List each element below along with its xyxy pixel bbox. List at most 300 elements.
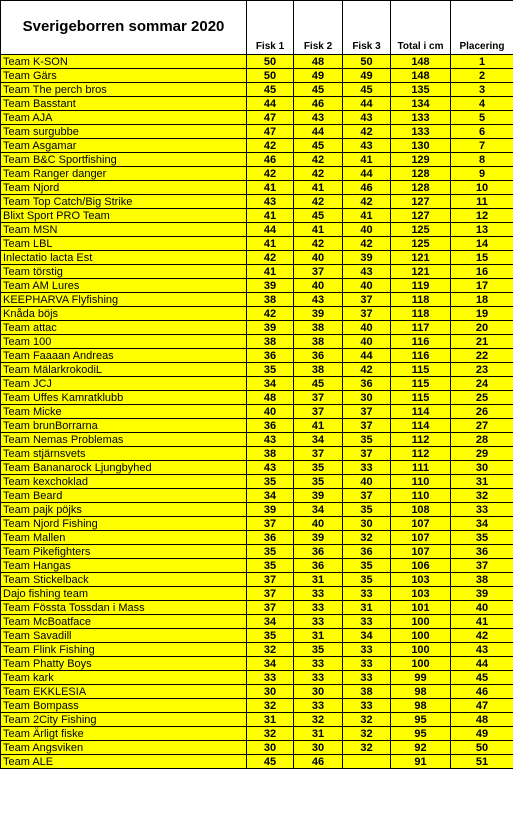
total-cell: 92 — [391, 741, 451, 755]
fisk-3-cell: 44 — [343, 167, 391, 181]
table-row — [1, 489, 513, 503]
fisk-1-cell: 32 — [247, 727, 294, 741]
table-row — [1, 503, 513, 517]
table-row — [1, 83, 513, 97]
table-row — [1, 125, 513, 139]
team-name-cell: Team Flink Fishing — [1, 643, 247, 657]
placering-cell: 19 — [451, 307, 513, 321]
fisk-3-cell: 40 — [343, 475, 391, 489]
team-name-cell: Team pajk pöjks — [1, 503, 247, 517]
fisk-3-cell: 30 — [343, 391, 391, 405]
fisk-3-cell: 35 — [343, 573, 391, 587]
placering-cell: 11 — [451, 195, 513, 209]
fisk-3-cell: 37 — [343, 489, 391, 503]
total-cell: 118 — [391, 307, 451, 321]
fisk-2-cell: 38 — [294, 363, 343, 377]
fisk-2-cell: 35 — [294, 643, 343, 657]
total-cell: 111 — [391, 461, 451, 475]
total-cell: 119 — [391, 279, 451, 293]
fisk-2-cell: 40 — [294, 279, 343, 293]
fisk-1-cell: 41 — [247, 265, 294, 279]
fisk-3-cell: 40 — [343, 335, 391, 349]
fisk-1-cell: 35 — [247, 545, 294, 559]
fisk-1-cell: 33 — [247, 671, 294, 685]
placering-cell: 7 — [451, 139, 513, 153]
team-name-cell: Team Faaaan Andreas — [1, 349, 247, 363]
placering-cell: 38 — [451, 573, 513, 587]
fisk-3-cell: 40 — [343, 223, 391, 237]
table-row — [1, 335, 513, 349]
team-name-cell: Team kark — [1, 671, 247, 685]
fisk-1-cell: 37 — [247, 601, 294, 615]
fisk-1-cell: 35 — [247, 629, 294, 643]
total-cell: 116 — [391, 349, 451, 363]
total-cell: 133 — [391, 111, 451, 125]
team-name-cell: Team MSN — [1, 223, 247, 237]
team-name-cell: Knåda böjs — [1, 307, 247, 321]
fisk-2-cell: 40 — [294, 251, 343, 265]
fisk-1-cell: 32 — [247, 699, 294, 713]
placering-cell: 13 — [451, 223, 513, 237]
fisk-1-cell: 35 — [247, 363, 294, 377]
fisk-3-cell: 36 — [343, 377, 391, 391]
team-name-cell: Team Top Catch/Big Strike — [1, 195, 247, 209]
total-cell: 114 — [391, 405, 451, 419]
fisk-1-cell: 43 — [247, 461, 294, 475]
table-row — [1, 195, 513, 209]
team-name-cell: Team Pikefighters — [1, 545, 247, 559]
fisk-1-cell: 47 — [247, 111, 294, 125]
total-cell: 133 — [391, 125, 451, 139]
fisk-1-cell: 45 — [247, 83, 294, 97]
fisk-3-cell: 45 — [343, 83, 391, 97]
total-cell: 148 — [391, 55, 451, 69]
table-row — [1, 279, 513, 293]
total-cell: 91 — [391, 755, 451, 769]
fisk-2-cell: 38 — [294, 321, 343, 335]
fisk-1-cell: 38 — [247, 293, 294, 307]
table-row — [1, 349, 513, 363]
fisk-1-cell: 35 — [247, 559, 294, 573]
team-name-cell: Team Njord Fishing — [1, 517, 247, 531]
fisk-2-cell: 33 — [294, 587, 343, 601]
fisk-1-cell: 47 — [247, 125, 294, 139]
total-cell: 135 — [391, 83, 451, 97]
placering-cell: 9 — [451, 167, 513, 181]
placering-cell: 22 — [451, 349, 513, 363]
team-name-cell: Team B&C Sportfishing — [1, 153, 247, 167]
team-name-cell: Team Stickelback — [1, 573, 247, 587]
placering-cell: 15 — [451, 251, 513, 265]
total-cell: 110 — [391, 489, 451, 503]
placering-cell: 35 — [451, 531, 513, 545]
placering-cell: 20 — [451, 321, 513, 335]
table-row — [1, 671, 513, 685]
table-row — [1, 209, 513, 223]
total-cell: 114 — [391, 419, 451, 433]
table-row — [1, 97, 513, 111]
table-row — [1, 181, 513, 195]
team-name-cell: Team Basstant — [1, 97, 247, 111]
table-row — [1, 699, 513, 713]
placering-cell: 46 — [451, 685, 513, 699]
fisk-2-cell: 37 — [294, 391, 343, 405]
team-name-cell: Team Micke — [1, 405, 247, 419]
table-row — [1, 391, 513, 405]
fisk-2-cell: 48 — [294, 55, 343, 69]
fisk-2-cell: 37 — [294, 405, 343, 419]
team-name-cell: Team Fössta Tossdan i Mass — [1, 601, 247, 615]
fisk-3-cell: 32 — [343, 727, 391, 741]
fisk-2-cell: 33 — [294, 657, 343, 671]
team-name-cell: Team Gärs — [1, 69, 247, 83]
table-row — [1, 419, 513, 433]
total-cell: 129 — [391, 153, 451, 167]
table-row — [1, 433, 513, 447]
fisk-2-cell: 46 — [294, 755, 343, 769]
team-name-cell: Team Savadill — [1, 629, 247, 643]
table-row — [1, 727, 513, 741]
team-name-cell: Blixt Sport PRO Team — [1, 209, 247, 223]
team-name-cell: Dajo fishing team — [1, 587, 247, 601]
placering-cell: 10 — [451, 181, 513, 195]
fisk-2-cell: 46 — [294, 97, 343, 111]
team-name-cell: KEEPHARVA Flyfishing — [1, 293, 247, 307]
fisk-1-cell: 40 — [247, 405, 294, 419]
fisk-1-cell: 34 — [247, 615, 294, 629]
fisk-3-cell: 43 — [343, 265, 391, 279]
placering-cell: 48 — [451, 713, 513, 727]
fisk-1-cell: 36 — [247, 419, 294, 433]
team-name-cell: Team JCJ — [1, 377, 247, 391]
fisk-2-cell: 45 — [294, 209, 343, 223]
team-name-cell: Team Hangas — [1, 559, 247, 573]
table-row — [1, 167, 513, 181]
fisk-2-cell: 35 — [294, 461, 343, 475]
total-cell: 125 — [391, 223, 451, 237]
fisk-3-cell: 40 — [343, 279, 391, 293]
fisk-2-cell: 45 — [294, 377, 343, 391]
placering-cell: 17 — [451, 279, 513, 293]
total-cell: 103 — [391, 587, 451, 601]
total-cell: 121 — [391, 251, 451, 265]
column-header-fisk-3: Fisk 3 — [343, 1, 391, 55]
placering-cell: 29 — [451, 447, 513, 461]
fisk-1-cell: 41 — [247, 237, 294, 251]
fisk-1-cell: 36 — [247, 531, 294, 545]
fisk-2-cell: 33 — [294, 699, 343, 713]
placering-cell: 23 — [451, 363, 513, 377]
total-cell: 95 — [391, 713, 451, 727]
fisk-1-cell: 45 — [247, 755, 294, 769]
fisk-3-cell: 31 — [343, 601, 391, 615]
fisk-1-cell: 36 — [247, 349, 294, 363]
total-cell: 101 — [391, 601, 451, 615]
total-cell: 103 — [391, 573, 451, 587]
fisk-1-cell: 37 — [247, 517, 294, 531]
table-row — [1, 307, 513, 321]
placering-cell: 4 — [451, 97, 513, 111]
table-row — [1, 139, 513, 153]
fisk-2-cell: 31 — [294, 573, 343, 587]
fisk-3-cell: 41 — [343, 153, 391, 167]
table-row — [1, 573, 513, 587]
placering-cell: 8 — [451, 153, 513, 167]
placering-cell: 45 — [451, 671, 513, 685]
fisk-2-cell: 37 — [294, 447, 343, 461]
column-header-fisk-1: Fisk 1 — [247, 1, 294, 55]
table-row — [1, 615, 513, 629]
fisk-3-cell: 34 — [343, 629, 391, 643]
total-cell: 117 — [391, 321, 451, 335]
fisk-1-cell: 37 — [247, 573, 294, 587]
fisk-3-cell: 33 — [343, 643, 391, 657]
fisk-2-cell: 45 — [294, 83, 343, 97]
team-name-cell: Team brunBorrarna — [1, 419, 247, 433]
fisk-1-cell: 48 — [247, 391, 294, 405]
fisk-3-cell: 40 — [343, 321, 391, 335]
placering-cell: 47 — [451, 699, 513, 713]
fisk-2-cell: 43 — [294, 111, 343, 125]
fisk-2-cell: 36 — [294, 559, 343, 573]
team-name-cell: Team Ranger danger — [1, 167, 247, 181]
table-row — [1, 545, 513, 559]
fisk-1-cell: 34 — [247, 377, 294, 391]
team-name-cell: Team K-SON — [1, 55, 247, 69]
team-name-cell: Team Uffes Kamratklubb — [1, 391, 247, 405]
fisk-1-cell: 50 — [247, 55, 294, 69]
fisk-1-cell: 42 — [247, 307, 294, 321]
total-cell: 148 — [391, 69, 451, 83]
fisk-3-cell: 42 — [343, 195, 391, 209]
fisk-3-cell: 32 — [343, 531, 391, 545]
table-row — [1, 461, 513, 475]
fisk-2-cell: 42 — [294, 153, 343, 167]
placering-cell: 50 — [451, 741, 513, 755]
team-name-cell: Team Nemas Problemas — [1, 433, 247, 447]
fisk-2-cell: 31 — [294, 629, 343, 643]
table-row — [1, 447, 513, 461]
placering-cell: 2 — [451, 69, 513, 83]
fisk-3-cell: 41 — [343, 209, 391, 223]
table-row — [1, 363, 513, 377]
fisk-3-cell: 32 — [343, 741, 391, 755]
total-cell: 118 — [391, 293, 451, 307]
total-cell: 99 — [391, 671, 451, 685]
fisk-3-cell: 35 — [343, 503, 391, 517]
fisk-1-cell: 35 — [247, 475, 294, 489]
total-cell: 112 — [391, 447, 451, 461]
team-name-cell: Team Beard — [1, 489, 247, 503]
team-name-cell: Team Mallen — [1, 531, 247, 545]
fisk-3-cell — [343, 755, 391, 769]
total-cell: 115 — [391, 363, 451, 377]
fisk-3-cell: 35 — [343, 433, 391, 447]
team-name-cell: Team Bananarock Ljungbyhed — [1, 461, 247, 475]
fisk-2-cell: 43 — [294, 293, 343, 307]
team-name-cell: Team LBL — [1, 237, 247, 251]
fisk-2-cell: 34 — [294, 433, 343, 447]
placering-cell: 28 — [451, 433, 513, 447]
table-row — [1, 475, 513, 489]
placering-cell: 33 — [451, 503, 513, 517]
fisk-3-cell: 49 — [343, 69, 391, 83]
team-name-cell: Team McBoatface — [1, 615, 247, 629]
table-row — [1, 559, 513, 573]
fisk-1-cell: 32 — [247, 643, 294, 657]
team-name-cell: Team Asgamar — [1, 139, 247, 153]
team-name-cell: Team Njord — [1, 181, 247, 195]
fisk-2-cell: 45 — [294, 139, 343, 153]
team-name-cell: Team 100 — [1, 335, 247, 349]
table-row — [1, 755, 513, 769]
team-name-cell: Team AM Lures — [1, 279, 247, 293]
fisk-2-cell: 34 — [294, 503, 343, 517]
column-header-fisk-2: Fisk 2 — [294, 1, 343, 55]
total-cell: 100 — [391, 615, 451, 629]
total-cell: 100 — [391, 657, 451, 671]
fisk-2-cell: 33 — [294, 615, 343, 629]
placering-cell: 27 — [451, 419, 513, 433]
fisk-3-cell: 36 — [343, 545, 391, 559]
fisk-2-cell: 49 — [294, 69, 343, 83]
team-name-cell: Team The perch bros — [1, 83, 247, 97]
fisk-1-cell: 42 — [247, 139, 294, 153]
fisk-2-cell: 36 — [294, 349, 343, 363]
fisk-3-cell: 37 — [343, 307, 391, 321]
fisk-3-cell: 50 — [343, 55, 391, 69]
fisk-3-cell: 33 — [343, 657, 391, 671]
total-cell: 115 — [391, 377, 451, 391]
fisk-1-cell: 46 — [247, 153, 294, 167]
placering-cell: 51 — [451, 755, 513, 769]
fisk-1-cell: 30 — [247, 741, 294, 755]
fisk-3-cell: 33 — [343, 615, 391, 629]
team-name-cell: Team kexchoklad — [1, 475, 247, 489]
team-name-cell: Team Phatty Boys — [1, 657, 247, 671]
table-row — [1, 531, 513, 545]
fisk-1-cell: 37 — [247, 587, 294, 601]
placering-cell: 25 — [451, 391, 513, 405]
fisk-3-cell: 37 — [343, 405, 391, 419]
total-cell: 106 — [391, 559, 451, 573]
placering-cell: 42 — [451, 629, 513, 643]
table-row — [1, 69, 513, 83]
fisk-1-cell: 38 — [247, 335, 294, 349]
table-row — [1, 223, 513, 237]
sheet-title: Sverigeborren sommar 2020 — [1, 1, 247, 55]
team-name-cell: Team Ärligt fiske — [1, 727, 247, 741]
table-row — [1, 713, 513, 727]
total-cell: 100 — [391, 629, 451, 643]
fisk-2-cell: 30 — [294, 685, 343, 699]
column-header-placering: Placering — [451, 1, 513, 55]
fisk-1-cell: 50 — [247, 69, 294, 83]
team-name-cell: Team Angsviken — [1, 741, 247, 755]
table-row — [1, 55, 513, 69]
fisk-3-cell: 33 — [343, 671, 391, 685]
fisk-1-cell: 38 — [247, 447, 294, 461]
table-row — [1, 643, 513, 657]
fisk-1-cell: 41 — [247, 209, 294, 223]
total-cell: 130 — [391, 139, 451, 153]
fisk-2-cell: 40 — [294, 517, 343, 531]
total-cell: 108 — [391, 503, 451, 517]
total-cell: 127 — [391, 209, 451, 223]
fisk-2-cell: 30 — [294, 741, 343, 755]
total-cell: 121 — [391, 265, 451, 279]
column-header-total: Total i cm — [391, 1, 451, 55]
table-row — [1, 587, 513, 601]
fisk-2-cell: 35 — [294, 475, 343, 489]
fisk-3-cell: 42 — [343, 237, 391, 251]
fisk-1-cell: 42 — [247, 251, 294, 265]
table-row — [1, 251, 513, 265]
total-cell: 127 — [391, 195, 451, 209]
table-row — [1, 685, 513, 699]
team-name-cell: Inlectatio lacta Est — [1, 251, 247, 265]
placering-cell: 39 — [451, 587, 513, 601]
fisk-3-cell: 44 — [343, 97, 391, 111]
fisk-1-cell: 30 — [247, 685, 294, 699]
table-row — [1, 629, 513, 643]
team-name-cell: Team 2City Fishing — [1, 713, 247, 727]
team-name-cell: Team attac — [1, 321, 247, 335]
table-row — [1, 111, 513, 125]
total-cell: 100 — [391, 643, 451, 657]
fisk-1-cell: 42 — [247, 167, 294, 181]
placering-cell: 3 — [451, 83, 513, 97]
fisk-1-cell: 34 — [247, 657, 294, 671]
team-name-cell: Team EKKLESIA — [1, 685, 247, 699]
fisk-3-cell: 30 — [343, 517, 391, 531]
placering-cell: 49 — [451, 727, 513, 741]
fisk-1-cell: 44 — [247, 223, 294, 237]
placering-cell: 40 — [451, 601, 513, 615]
total-cell: 98 — [391, 685, 451, 699]
team-name-cell: Team AJA — [1, 111, 247, 125]
placering-cell: 44 — [451, 657, 513, 671]
fisk-2-cell: 33 — [294, 671, 343, 685]
fisk-3-cell: 37 — [343, 419, 391, 433]
placering-cell: 18 — [451, 293, 513, 307]
fisk-3-cell: 33 — [343, 699, 391, 713]
total-cell: 107 — [391, 545, 451, 559]
fisk-2-cell: 42 — [294, 237, 343, 251]
fisk-1-cell: 34 — [247, 489, 294, 503]
total-cell: 128 — [391, 181, 451, 195]
fisk-2-cell: 42 — [294, 195, 343, 209]
fisk-2-cell: 37 — [294, 265, 343, 279]
placering-cell: 24 — [451, 377, 513, 391]
total-cell: 128 — [391, 167, 451, 181]
fisk-3-cell: 39 — [343, 251, 391, 265]
fisk-2-cell: 42 — [294, 167, 343, 181]
placering-cell: 43 — [451, 643, 513, 657]
team-name-cell: Team törstig — [1, 265, 247, 279]
total-cell: 116 — [391, 335, 451, 349]
fisk-1-cell: 41 — [247, 181, 294, 195]
fisk-2-cell: 41 — [294, 181, 343, 195]
fisk-1-cell: 39 — [247, 321, 294, 335]
fisk-2-cell: 31 — [294, 727, 343, 741]
table-row — [1, 237, 513, 251]
placering-cell: 30 — [451, 461, 513, 475]
fisk-3-cell: 37 — [343, 447, 391, 461]
fisk-1-cell: 39 — [247, 503, 294, 517]
table-row — [1, 741, 513, 755]
table-row — [1, 153, 513, 167]
